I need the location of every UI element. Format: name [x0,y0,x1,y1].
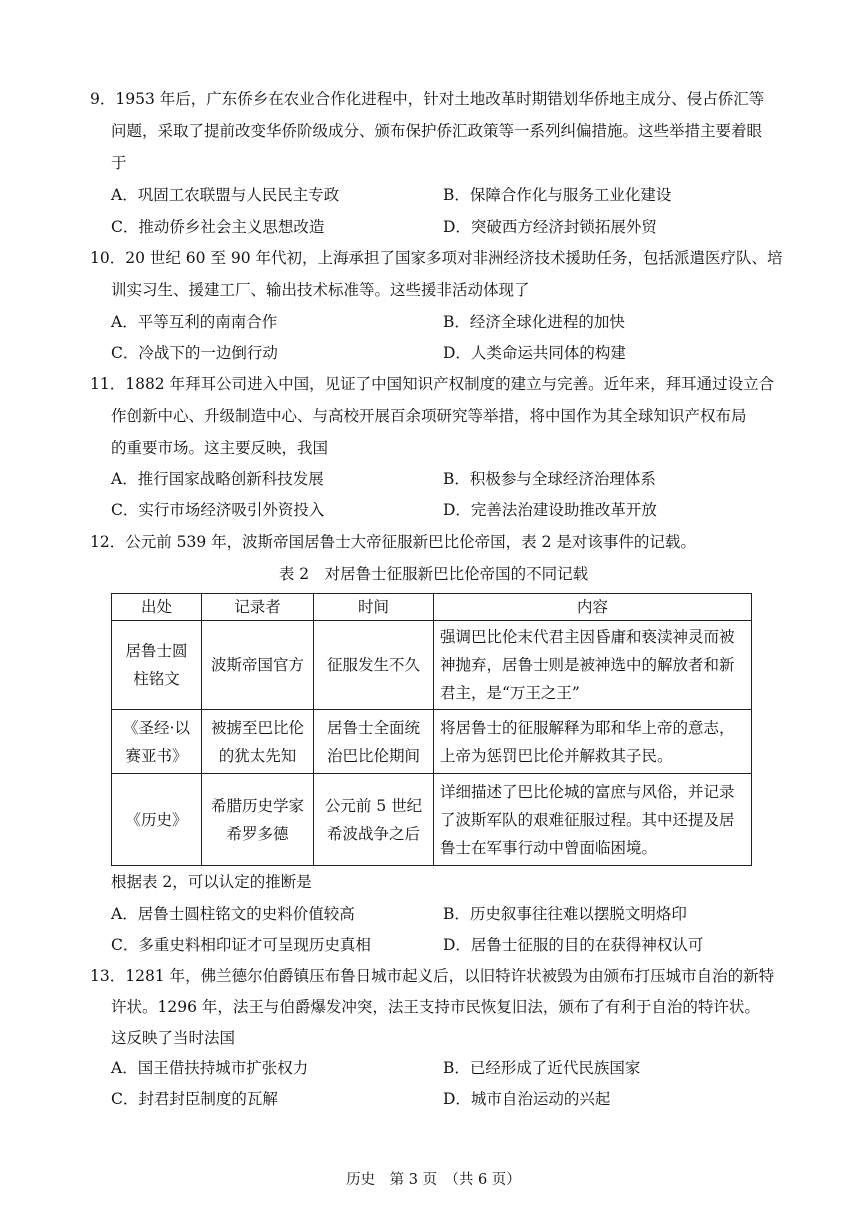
table-cell-content: 强调巴比伦末代君主因昏庸和亵渎神灵而被神抛弃，居鲁士则是被神选中的解放者和新君主，是“万王之王” [434,621,752,710]
q9-option-c[interactable]: C．推动侨乡社会主义思想改造 [111,218,325,236]
q9-line-2: 问题，采取了提前改变华侨阶级成分、颁布保护侨汇政策等一系列纠偏措施。这些举措主要着眼 [111,122,763,140]
table-header-source: 出处 [112,594,202,621]
table-header-row [112,594,752,621]
q12-line-1: 12．公元前 539 年，波斯帝国居鲁士大帝征服新巴比伦帝国，表 2 是对该事件的记载。 [90,533,696,551]
q13-option-c[interactable]: C．封君封臣制度的瓦解 [111,1090,278,1108]
q10-option-a[interactable]: A．平等互利的南南合作 [111,313,278,331]
table-cell-recorder: 波斯帝国官方 [202,621,314,710]
table-row [112,621,752,710]
q9-line-3: 于 [111,154,127,172]
table-cell-time: 公元前 5 世纪希波战争之后 [314,774,434,866]
table-cell-content: 将居鲁士的征服解释为耶和华上帝的意志，上帝为惩罚巴比伦并解救其子民。 [434,710,752,774]
q13-option-a[interactable]: A．国王借扶持城市扩张权力 [111,1059,309,1077]
table-cell-recorder: 被掳至巴比伦的犹太先知 [202,710,314,774]
table-cell-recorder: 希腊历史学家希罗多德 [202,774,314,866]
q10-option-c[interactable]: C．冷战下的一边倒行动 [111,344,278,362]
q13-option-b[interactable]: B．已经形成了近代民族国家 [443,1059,641,1077]
q11-line-1: 11．1882 年拜耳公司进入中国，见证了中国知识产权制度的建立与完善。近年来，拜耳通过设立合 [90,375,775,393]
table-cell-source: 居鲁士圆柱铭文 [112,621,202,710]
q13-option-d[interactable]: D．城市自治运动的兴起 [443,1090,611,1108]
q9-option-a[interactable]: A．巩固工农联盟与人民民主专政 [111,186,340,204]
q11-line-2: 作创新中心、升级制造中心、与高校开展百余项研究等举措，将中国作为其全球知识产权布局 [111,407,747,425]
q9-line-1: 9．1953 年后，广东侨乡在农业合作化进程中，针对土地改革时期错划华侨地主成分、侵占侨汇等 [90,90,765,108]
page-footer: 历史 第 3 页 （共 6 页） [346,1172,521,1188]
table-header-time: 时间 [314,594,434,621]
q10-option-d[interactable]: D．人类命运共同体的构建 [443,344,626,362]
table-row [112,774,752,866]
q13-line-3: 这反映了当时法国 [111,1029,236,1047]
q11-option-b[interactable]: B．积极参与全球经济治理体系 [443,470,656,488]
q9-option-d[interactable]: D．突破西方经济封锁拓展外贸 [443,218,657,236]
table-cell-time: 居鲁士全面统治巴比伦期间 [314,710,434,774]
q12-option-d[interactable]: D．居鲁士征服的目的在获得神权认可 [443,936,704,954]
q12-stem-2: 根据表 2，可以认定的推断是 [111,873,312,891]
q9-option-b[interactable]: B．保障合作化与服务工业化建设 [443,186,672,204]
q13-line-2: 许状。1296 年，法王与伯爵爆发冲突，法王支持市民恢复旧法，颁布了有利于自治的特许状。 [111,998,760,1016]
q12-option-b[interactable]: B．历史叙事往往难以摆脱文明烙印 [443,905,687,923]
q10-line-2: 训实习生、援建工厂、输出技术标准等。这些援非活动体现了 [111,281,530,299]
q11-option-d[interactable]: D．完善法治建设助推改革开放 [443,501,657,519]
table-row [112,710,752,774]
records-table [111,593,752,866]
table-cell-time: 征服发生不久 [314,621,434,710]
table-cell-content: 详细描述了巴比伦城的富庶与风俗，并记录了波斯军队的艰难征服过程。其中还提及居鲁士在军事行动中曾面临困境。 [434,774,752,866]
table-caption: 表 2 对居鲁士征服新巴比伦帝国的不同记载 [278,565,589,583]
table-header-content: 内容 [434,594,752,621]
table-cell-source: 《历史》 [112,774,202,866]
q12-option-a[interactable]: A．居鲁士圆柱铭文的史料价值较高 [111,905,355,923]
q11-option-a[interactable]: A．推行国家战略创新科技发展 [111,470,324,488]
q10-line-1: 10．20 世纪 60 至 90 年代初，上海承担了国家多项对非洲经济技术援助任务，包括派遣医疗队、培 [90,249,783,267]
q11-line-3: 的重要市场。这主要反映，我国 [111,439,329,457]
q10-option-b[interactable]: B．经济全球化进程的加快 [443,313,625,331]
q13-line-1: 13．1281 年，佛兰德尔伯爵镇压布鲁日城市起义后，以旧特许状被毁为由颁布打压城市自治的新特 [90,967,775,985]
table-cell-source: 《圣经·以赛亚书》 [112,710,202,774]
q11-option-c[interactable]: C．实行市场经济吸引外资投入 [111,501,325,519]
table-header-recorder: 记录者 [202,594,314,621]
q12-option-c[interactable]: C．多重史料相印证才可呈现历史真相 [111,936,371,954]
